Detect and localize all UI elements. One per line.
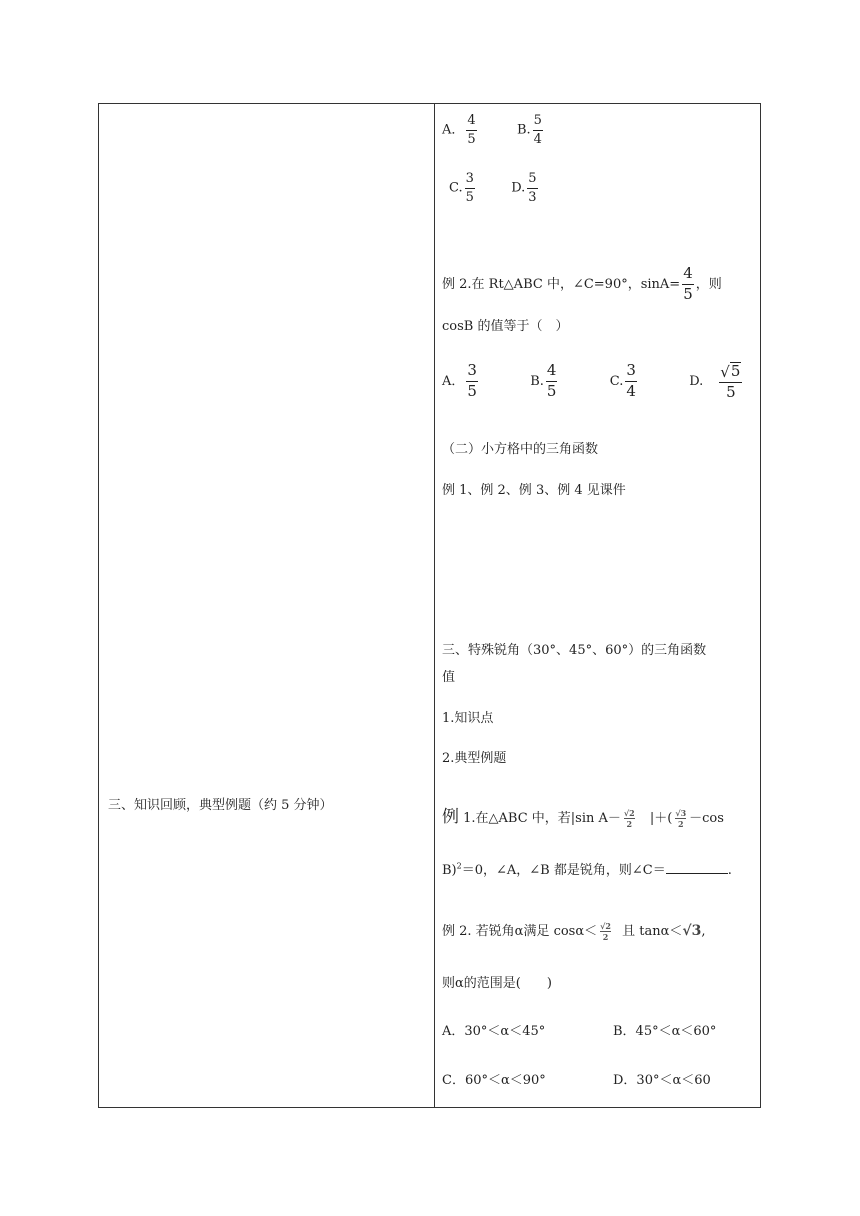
section3-example2-line2: 则α的范围是( ) (442, 976, 552, 991)
sqrt2-over-2-image-2: $\frac{√2}{2}$ (600, 921, 611, 942)
option-c: C．60°＜α＜90° (442, 1073, 546, 1088)
option-d: D．30°＜α＜60 (613, 1073, 711, 1088)
option-a: A．30°＜α＜45° (442, 1024, 546, 1039)
section3-item1: 1.知识点 (442, 711, 494, 726)
example2-line2: cosB 的值等于（ ） (442, 319, 569, 334)
example2-option-b-fraction: $\frac{4}{5}$ (546, 361, 557, 400)
answer-blank[interactable] (666, 863, 728, 874)
option-b-fraction: $\frac{5}{4}$ (533, 113, 542, 147)
option-d-label: D. (511, 180, 526, 196)
section3-example2-line1: 例 2. 若锐角α满足 cosα＜ $\frac{√2}{2}$ 且 tanα＜√3, (442, 921, 706, 942)
column-divider (434, 104, 435, 1107)
section3-example1-line1: 例 1.在△ABC 中，若|sin A－ $\frac{√2}{2}$ |＋( $\frac{√3}{2}$ －cos (442, 807, 724, 829)
option-b: B．45°＜α＜60° (613, 1024, 717, 1039)
example2-fraction: $\frac{4}{5}$ (683, 264, 693, 303)
example2-option-c-fraction: $\frac{3}{4}$ (626, 361, 636, 400)
section-label: 三、知识回顾，典型例题（约 5 分钟） (108, 798, 333, 813)
section3-item2: 2.典型例题 (442, 751, 507, 766)
sqrt3-over-2-image: $\frac{√3}{2}$ (675, 808, 687, 829)
section2-title: （二）小方格中的三角函数 (442, 442, 599, 457)
q1-options-row2 (449, 172, 540, 204)
example2-options: A． $\frac{3}{5}$ B. $\frac{4}{5}$ C. $\frac{3}{4}$ D. √ 5 5 (442, 361, 741, 402)
section3-title-line1: 三、特殊锐角（30°、45°、60°）的三角函数 (442, 643, 707, 658)
option-d-fraction: $\frac{5}{3}$ (528, 171, 537, 205)
example2-option-d-fraction: √ 5 5 (720, 362, 741, 402)
option-b-label: B. (516, 122, 531, 138)
sqrt2-over-2-image: $\frac{√2}{2}$ (623, 808, 635, 829)
example2-option-a-fraction: $\frac{3}{5}$ (467, 361, 477, 400)
sqrt3-image: √3 (682, 923, 702, 939)
option-a-fraction: $\frac{4}{5}$ (467, 113, 476, 147)
section3-example1-line2: B)$^2$＝0，∠A，∠B 都是锐角，则∠C＝ . (442, 861, 732, 878)
q1-options-row1 (442, 114, 545, 146)
lesson-table (98, 103, 761, 1108)
option-a-label: A． (442, 122, 465, 138)
section3-title-line2: 值 (442, 670, 456, 685)
option-c-fraction: $\frac{3}{5}$ (465, 171, 474, 205)
option-c-label: C. (449, 180, 463, 196)
section2-line: 例 1、例 2、例 3、例 4 见课件 (442, 483, 626, 498)
example2-line1: 例 2.在 Rt△ABC 中，∠C=90°，sinA= $\frac{4}{5}$ ，则 (442, 264, 722, 303)
